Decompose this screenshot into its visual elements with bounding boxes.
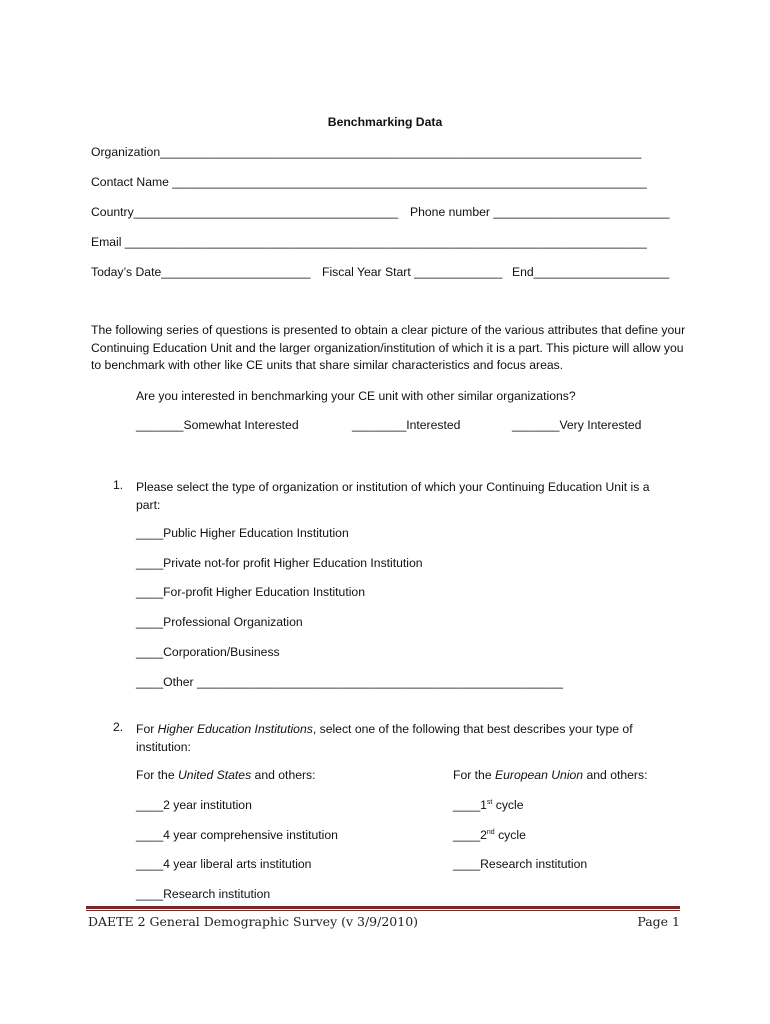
us-option-research[interactable]: ____Research institution — [136, 887, 271, 901]
fiscal-year-start-field[interactable]: Fiscal Year Start _____________ — [322, 265, 503, 279]
question-2-text: For Higher Education Institutions, select one of the following that best describes your type of institution: — [136, 722, 633, 754]
phone-number-field[interactable]: Phone number __________________________ — [410, 205, 670, 219]
fiscal-year-end-field[interactable]: End____________________ — [512, 265, 670, 279]
us-option-2-year[interactable]: ____2 year institution — [136, 798, 252, 812]
organization-field[interactable]: Organization_______________________________________________________________________ — [91, 145, 642, 159]
footer-rule-thick — [86, 906, 680, 909]
country-field[interactable]: Country_______________________________________ — [91, 205, 399, 219]
footer-rule-thin — [86, 910, 680, 911]
eu-option-research[interactable]: ____Research institution — [453, 857, 588, 871]
page-title: Benchmarking Data — [327, 115, 443, 129]
us-option-4-year-comprehensive[interactable]: ____4 year comprehensive institution — [136, 828, 338, 842]
footer-title: DAETE 2 General Demographic Survey (v 3/9/2010) — [88, 914, 419, 929]
us-heading: For the United States and others: — [136, 768, 316, 782]
question-1-number: 1. — [113, 478, 124, 492]
q1-option-private-nonprofit[interactable]: ____Private not-for profit Higher Education Institution — [136, 556, 423, 570]
page-number: Page 1 — [637, 914, 680, 929]
contact-name-field[interactable]: Contact Name ______________________________________________________________________ — [91, 175, 647, 189]
eu-heading: For the European Union and others: — [453, 768, 648, 782]
q1-option-other[interactable]: ____Other ______________________________________________________ — [136, 675, 563, 689]
eu-option-1st-cycle[interactable]: ____1st cycle — [453, 798, 524, 812]
email-field[interactable]: Email _____________________________________________________________________________ — [91, 235, 647, 249]
interest-option-somewhat[interactable]: _______Somewhat Interested — [136, 418, 299, 432]
todays-date-field[interactable]: Today’s Date______________________ — [91, 265, 311, 279]
us-option-4-year-liberal-arts[interactable]: ____4 year liberal arts institution — [136, 857, 312, 871]
q1-option-professional[interactable]: ____Professional Organization — [136, 615, 303, 629]
interest-option-interested[interactable]: ________Interested — [352, 418, 461, 432]
eu-option-2nd-cycle[interactable]: ____2nd cycle — [453, 828, 526, 842]
question-2-number: 2. — [113, 720, 124, 734]
interest-option-very[interactable]: _______Very Interested — [512, 418, 642, 432]
interest-question: Are you interested in benchmarking your CE unit with other similar organizations? — [136, 389, 576, 403]
intro-paragraph: The following series of questions is presented to obtain a clear picture of the various attributes that define your Continuing Education Unit and the larger organization/institution of which it is a part. This picture will allow you to benchmark with other like CE units that share similar characteristics and focus areas. — [91, 323, 686, 372]
q1-option-for-profit[interactable]: ____For-profit Higher Education Institution — [136, 585, 365, 599]
q1-option-corporation[interactable]: ____Corporation/Business — [136, 645, 280, 659]
q1-option-public[interactable]: ____Public Higher Education Institution — [136, 526, 349, 540]
question-1-text: Please select the type of organization or institution of which your Continuing Education Unit is a part: — [136, 480, 650, 512]
